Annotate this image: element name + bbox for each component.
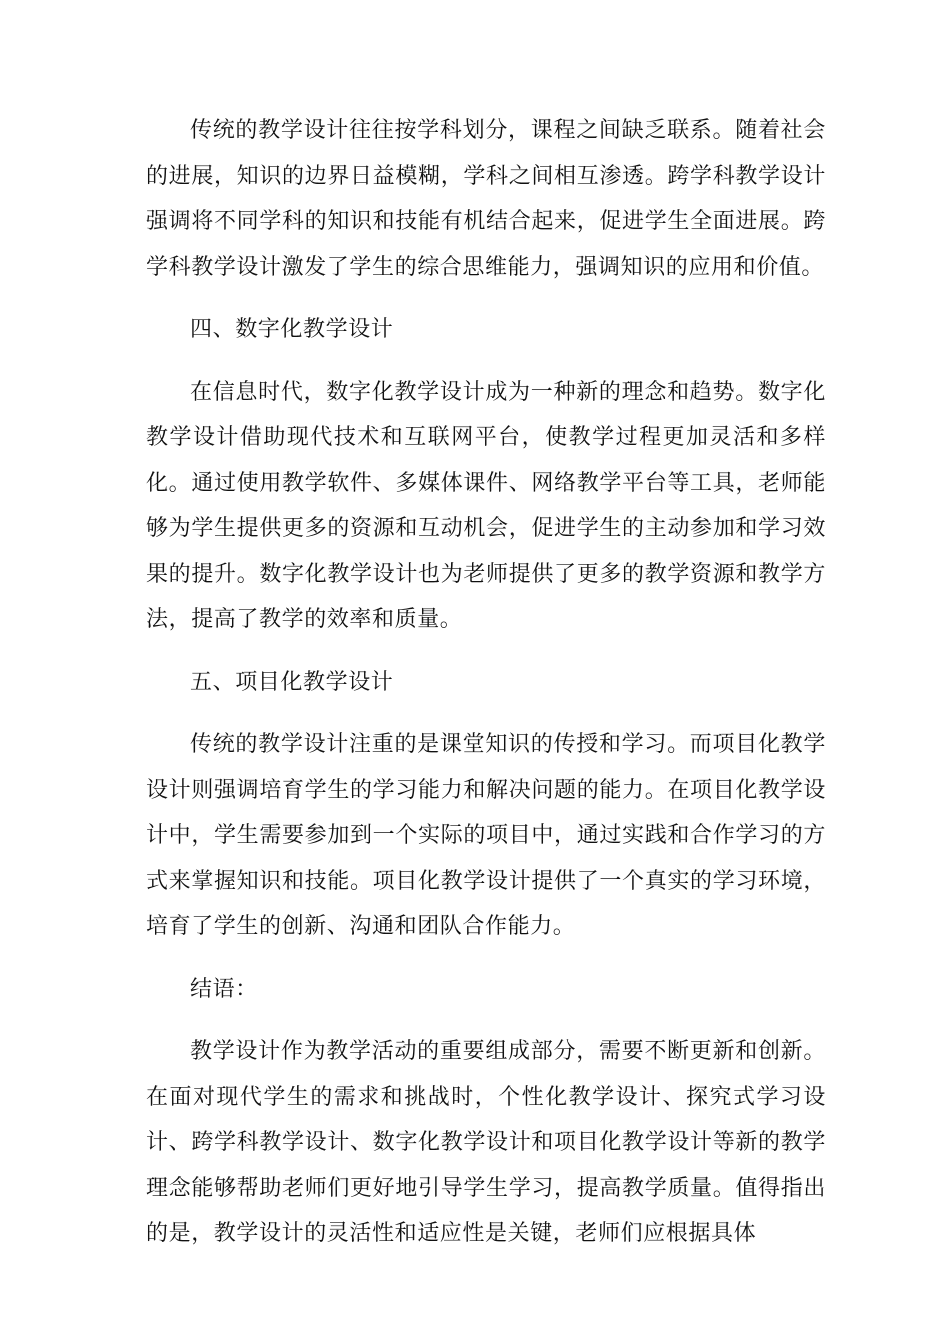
paragraph-conclusion: 教学设计作为教学活动的重要组成部分，需要不断更新和创新。在面对现代学生的需求和挑战时，个性化教学设计、探究式学习设计、跨学科教学设计、数字化教学设计和项目化教学设计等新的教学理念能够帮助老师们更好地引导学生学习，提高教学质量。值得指出的是，教学设计的灵活性和适应性是关键，老师们应根据具体 [146, 1039, 826, 1246]
paragraph-interdisciplinary-design: 传统的教学设计往往按学科划分，课程之间缺乏联系。随着社会的进展，知识的边界日益模糊，学科之间相互渗透。跨学科教学设计强调将不同学科的知识和技能有机结合起来，促进学生全面进展。跨学科教学设计激发了学生的综合思维能力，强调知识的应用和价值。 [146, 118, 826, 280]
paragraph-digital-teaching-design: 在信息时代，数字化教学设计成为一种新的理念和趋势。数字化教学设计借助现代技术和互联网平台，使教学过程更加灵活和多样化。通过使用教学软件、多媒体课件、网络教学平台等工具，老师能够为学生提供更多的资源和互动机会，促进学生的主动参加和学习效果的提升。数字化教学设计也为老师提供了更多的教学资源和教学方法，提高了教学的效率和质量。 [146, 379, 826, 632]
document-body [146, 108, 826, 1257]
heading-conclusion: 结语： [190, 976, 258, 1002]
heading-project-teaching-design: 五、项目化教学设计 [190, 669, 394, 695]
paragraph-project-teaching-design: 传统的教学设计注重的是课堂知识的传授和学习。而项目化教学设计则强调培育学生的学习能力和解决问题的能力。在项目化教学设计中，学生需要参加到一个实际的项目中，通过实践和合作学习的方式来掌握知识和技能。项目化教学设计提供了一个真实的学习环境，培育了学生的创新、沟通和团队合作能力。 [146, 732, 826, 939]
heading-digital-teaching-design: 四、数字化教学设计 [190, 317, 394, 342]
